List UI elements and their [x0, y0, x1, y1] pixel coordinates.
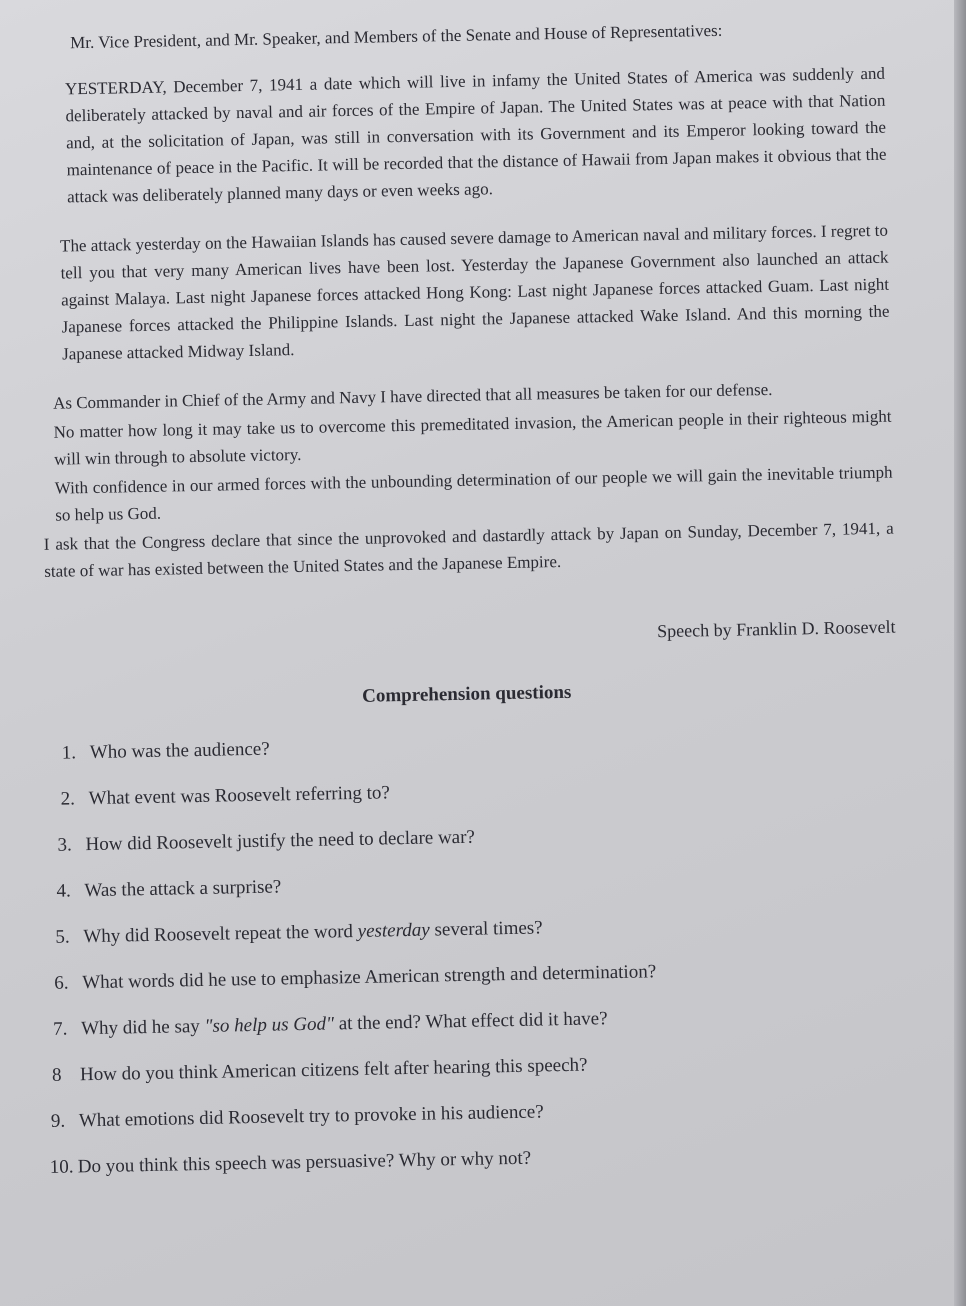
- paragraph-yesterday: YESTERDAY, December 7, 1941 a date which will live in infamy the United States of America was suddenly and deliberately attacked by naval and air forces of the Empire of Japan. The United States was at peace with that Nation and, at the solicitation of Japan, was still in conversation with its Government and its Emperor looking toward the maintenance of peace in the Pacific. It will be recorded that the distance of Hawaii from Japan makes it obvious that the attack was deliberately planned many days or even weeks ago.: [64, 63, 887, 207]
- paragraph-attacks: The attack yesterday on the Hawaiian Islands has caused severe damage to American naval and military forces. I regret to tell you that very many American lives have been lost. Yesterday the Japanese Government also launched an attack against Malaya. Last night Japanese forces attacked Hong Kong: Last night Japanese forces attacked Guam. Last night Japanese forces attacked the Philippine Islands. Last night the Japanese attacked Wake Island. And this morning the Japanese attacked Midway Island.: [59, 220, 890, 364]
- paragraph-no-matter: No matter how long it may take us to overcome this premeditated invasion, the American people in their righteous might will win through to absolute victory.: [53, 406, 892, 469]
- question-3: 3. How did Roosevelt justify the need to declare war?: [57, 826, 476, 856]
- question-2: 2. What event was Roosevelt referring to?: [60, 782, 391, 810]
- paragraph-commander: As Commander in Chief of the Army and Navy I have directed that all measures be taken for our defense.: [52, 379, 773, 413]
- question-8: 8 How do you think American citizens felt after hearing this speech?: [51, 1054, 588, 1086]
- paragraph-confidence: With confidence in our armed forces with the unbounding determination of our people we will gain the inevitable triumph so help us God.: [54, 462, 893, 525]
- question-6: 6. What words did he use to emphasize American strength and determination?: [54, 961, 657, 994]
- question-7: 7. Why did he say "so help us God" at the end? What effect did it have?: [52, 1008, 608, 1040]
- question-4: 4. Was the attack a surprise?: [56, 876, 282, 902]
- question-1: 1. Who was the audience?: [61, 738, 270, 764]
- paper-edge-shadow: [954, 0, 966, 1306]
- question-9: 9. What emotions did Roosevelt try to provoke in his audience?: [50, 1101, 544, 1132]
- questions-list: [48, 726, 906, 1180]
- speech-page: [34, 18, 906, 1202]
- paragraph-declare-war: I ask that the Congress declare that since the unprovoked and dastardly attack by Japan on Sunday, December 7, 1941, a state of war has existed between the United States and the Japanese Empire.: [43, 518, 894, 581]
- questions-heading: Comprehension questions: [361, 681, 572, 707]
- speech-attribution: Speech by Franklin D. Roosevelt: [656, 616, 896, 642]
- question-5: 5. Why did Roosevelt repeat the word yesterday several times?: [55, 917, 543, 948]
- question-10: 10. Do you think this speech was persuasive? Why or why not?: [49, 1147, 532, 1178]
- salutation: Mr. Vice President, and Mr. Speaker, and Members of the Senate and House of Representatives:: [69, 20, 723, 53]
